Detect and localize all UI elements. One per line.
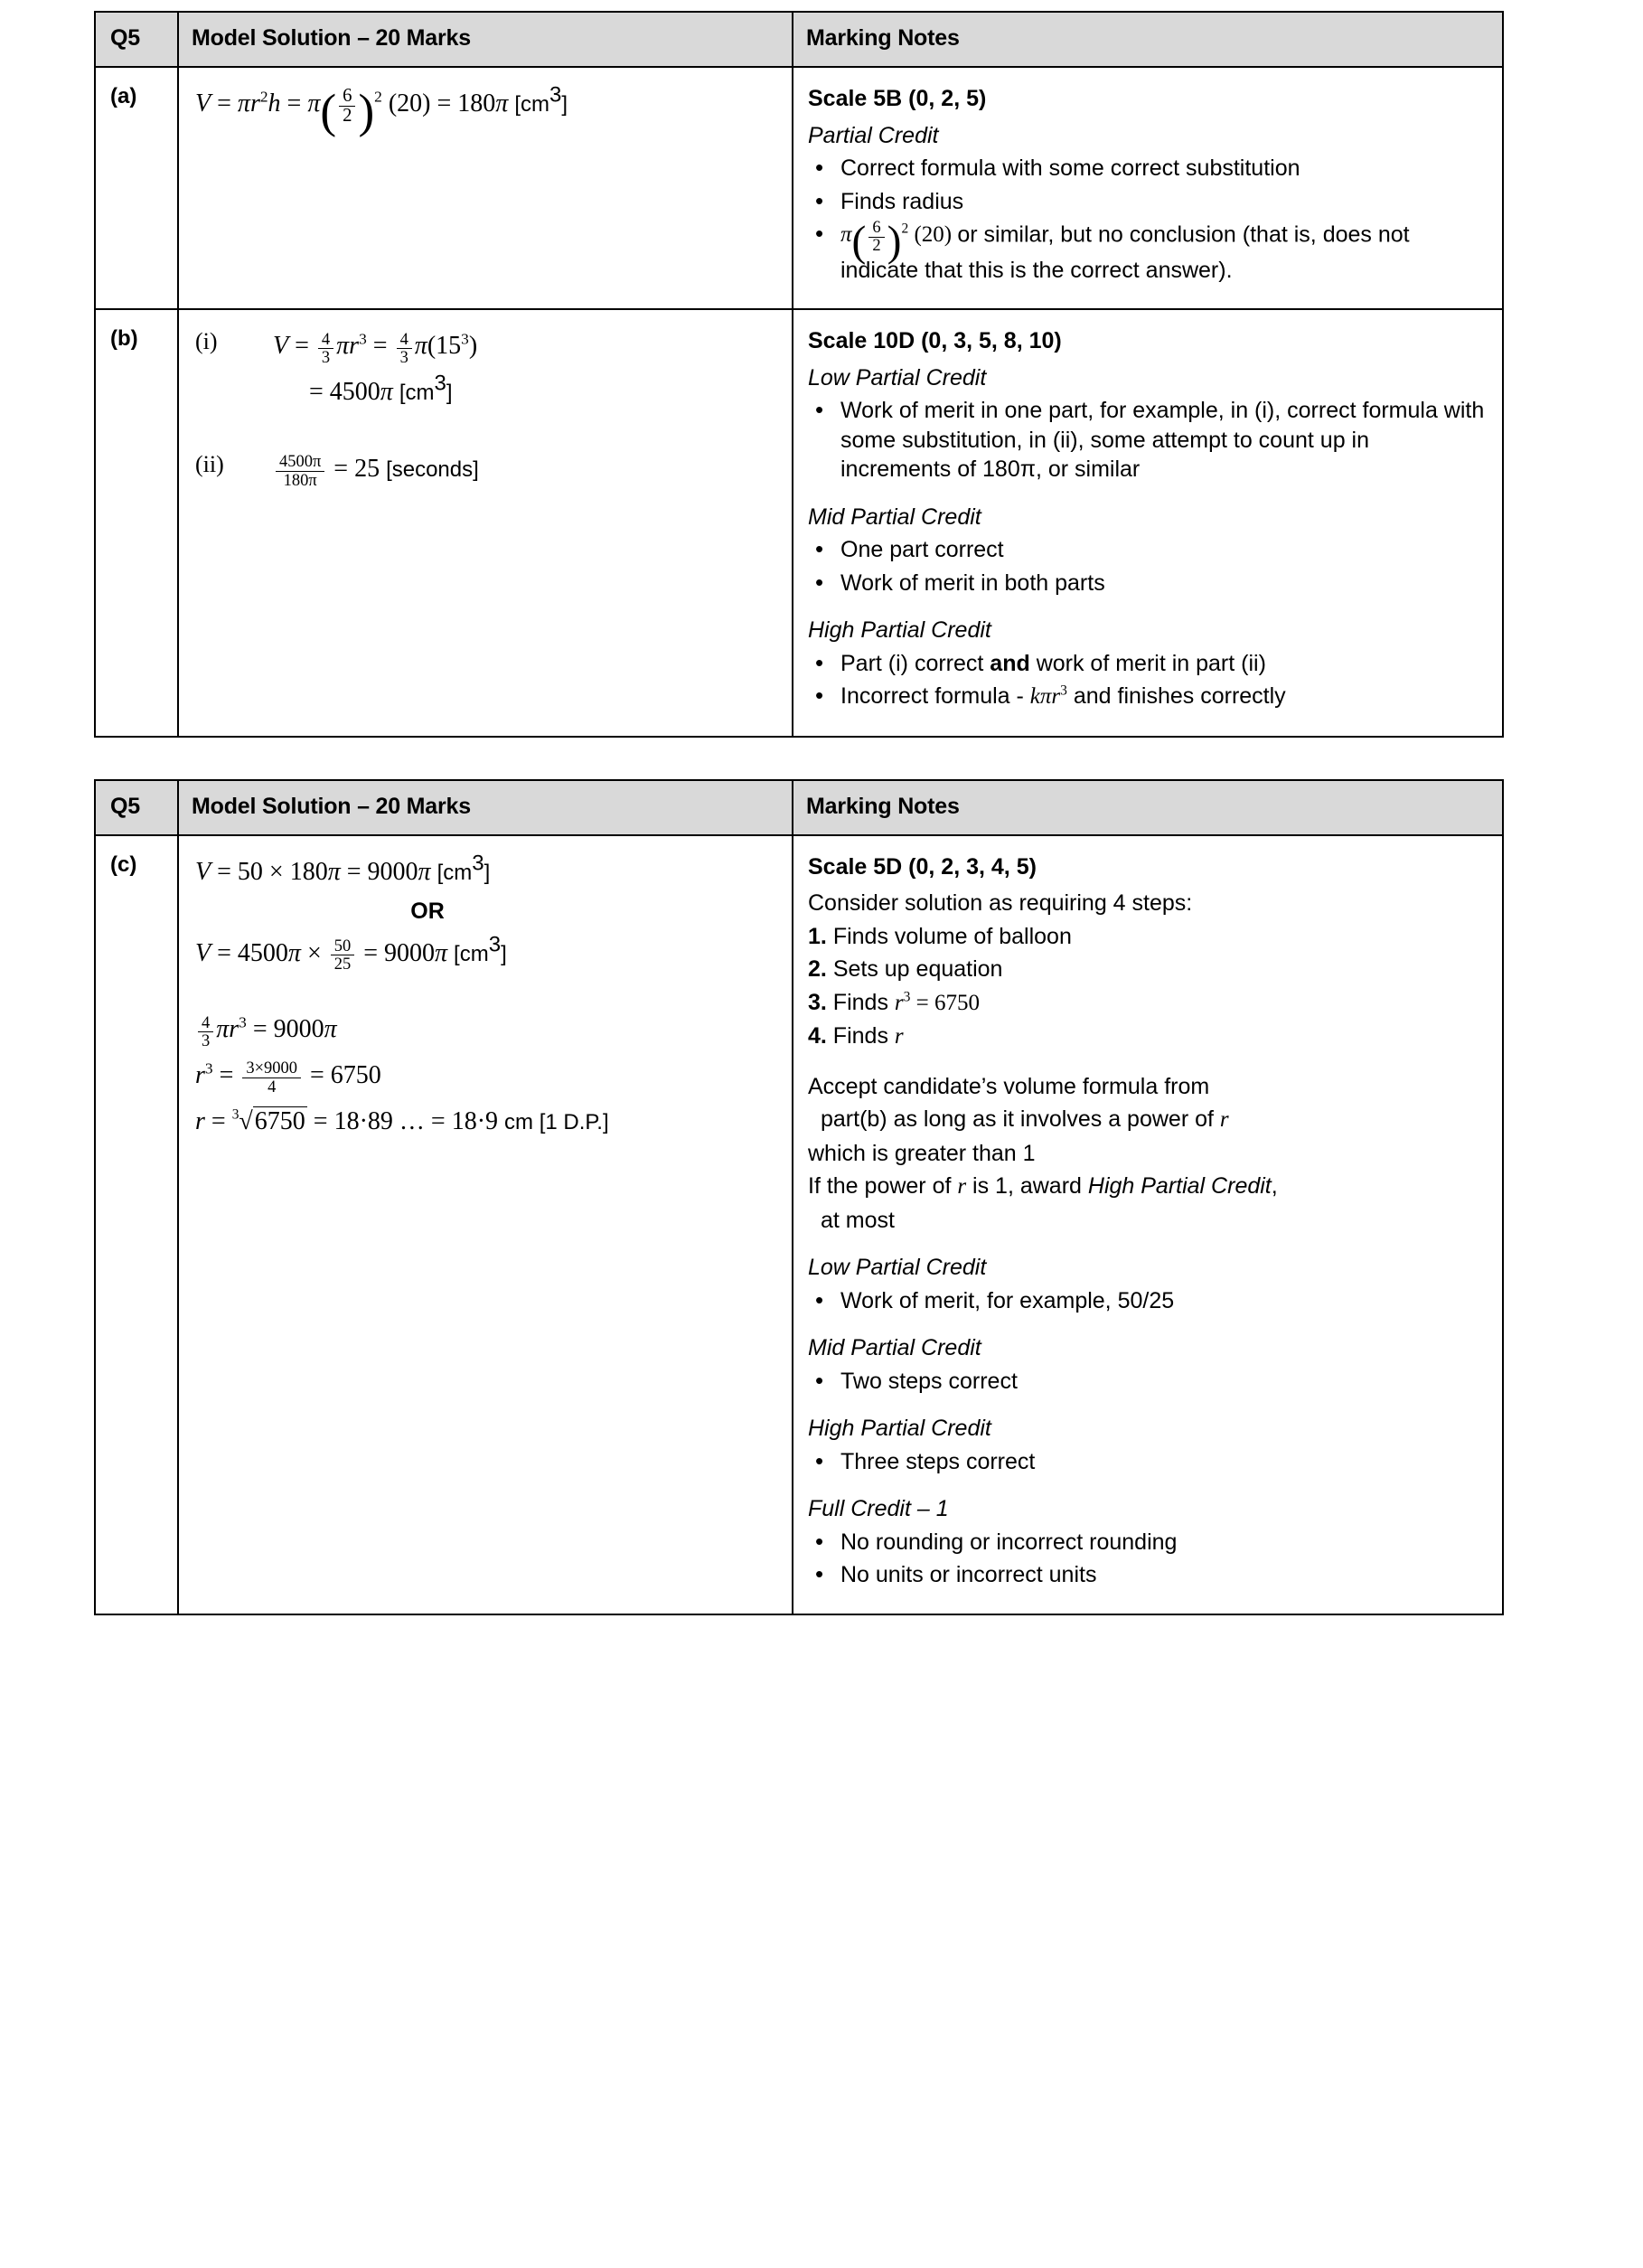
- sub-part-b-i: [195, 326, 777, 419]
- bullet-list-low-partial-c: [808, 1286, 1486, 1316]
- accept-line-1: Accept candidate’s volume formula from: [808, 1073, 1210, 1099]
- solution-cell-b: [178, 309, 793, 737]
- header-marking-notes: Marking Notes: [793, 780, 1503, 835]
- list-item-with-math: [808, 220, 1486, 285]
- solution-cell-c: [178, 835, 793, 1614]
- scale-title-a: Scale 5B (0, 2, 5): [808, 86, 987, 111]
- list-item: • Work of merit, for example, 50/25: [808, 1286, 1486, 1316]
- bullet-list-high-partial-b: [808, 649, 1486, 712]
- roman-label-ii: (ii): [195, 450, 224, 477]
- formula-c-line2: V = 4500π × $\frac{50}{25}$ = 9000π $[cm^3]$: [195, 932, 507, 974]
- credit-head-mid-partial: Mid Partial Credit: [808, 1335, 981, 1361]
- inline-formula-kpir3: kπr$^3$: [1029, 683, 1067, 710]
- marking-notes-cell-c: [793, 835, 1503, 1614]
- step-1: [808, 922, 1486, 952]
- inline-formula-pi-fraction: π( $\frac{6}{2}$ )$^2$ (20): [840, 218, 953, 266]
- header-model-solution: Model Solution – 20 Marks: [178, 12, 793, 67]
- part-label-a: (a): [95, 67, 178, 309]
- formula-c-line1: V = 50 × 180π = 9000π $[cm^3]$: [195, 851, 491, 886]
- spacer: [195, 419, 777, 449]
- inline-variable-r: r: [1219, 1107, 1229, 1133]
- credit-head-low-partial: Low Partial Credit: [808, 364, 987, 391]
- inline-variable-r: r: [894, 1024, 904, 1049]
- credit-head-mid-partial: Mid Partial Credit: [808, 503, 981, 530]
- list-item: • One part correct: [808, 535, 1486, 565]
- list-item: • Part (i) correct and work of merit in part (ii): [808, 649, 1486, 679]
- credit-head-high-partial: High Partial Credit: [808, 617, 991, 644]
- list-item: • No rounding or incorrect rounding: [808, 1528, 1486, 1557]
- step-number: 4.: [808, 1023, 827, 1049]
- table-row: [95, 309, 1503, 737]
- accept-line-3: which is greater than 1: [808, 1140, 1036, 1166]
- accept-line-2: part(b) as long as it involves a power of r: [821, 1106, 1229, 1133]
- step-4: 4. Finds r: [808, 1023, 904, 1049]
- list-item: • Work of merit in one part, for example, in (i), correct formula with some substitution, in (ii), some attempt to count up in increments of 180π, or similar: [808, 396, 1486, 485]
- sub-part-b-ii: [195, 449, 777, 495]
- marking-scheme-table-2: [94, 779, 1504, 1615]
- step-text: Finds volume of balloon: [832, 923, 1072, 949]
- formula-b-ii: $\frac{4500\pi}{180\pi}$ = 25 [seconds]: [273, 449, 479, 490]
- credit-head-partial: Partial Credit: [808, 122, 939, 148]
- formula-b-i-line2: = 4500π $[cm^3]$: [309, 371, 453, 407]
- formula-c-line5: r = $^3$√6750 = 18·89 … = 18·9 cm [1 D.P.]: [195, 1106, 609, 1136]
- list-item-text: or similar, but no conclusion (that is, does not indicate that this is the correct answer).: [840, 221, 1410, 283]
- header-question: Q5: [95, 780, 178, 835]
- table-row: [95, 835, 1503, 1614]
- step-number: 3.: [808, 989, 827, 1015]
- emphasis-high-partial-credit: High Partial Credit: [1087, 1173, 1272, 1200]
- scale-title-b: Scale 10D (0, 3, 5, 8, 10): [808, 328, 1062, 354]
- step-2: [808, 955, 1486, 984]
- list-item: • Three steps correct: [808, 1447, 1486, 1477]
- formula-c-line3: $\frac{4}{3}$ $\pi r^3 = 9000\pi$: [195, 1010, 777, 1050]
- list-item: • Finds radius: [808, 187, 1486, 217]
- list-item: • Correct formula with some correct substitution: [808, 154, 1486, 184]
- credit-head-full-credit: Full Credit – 1: [808, 1496, 949, 1522]
- inline-formula-r3: $r^3 = 6750$: [894, 989, 980, 1015]
- list-item: • Incorrect formula - kπr$^3$ and finishes correctly: [808, 682, 1486, 712]
- marking-scheme-table-1: [94, 11, 1504, 738]
- scale-title-c: Scale 5D (0, 2, 3, 4, 5): [808, 853, 1037, 880]
- step-3: 3. Finds $r^3 = 6750$: [808, 989, 980, 1015]
- part-label-c: (c): [95, 835, 178, 1614]
- spacer: [195, 979, 777, 1010]
- table-header-row: [95, 12, 1503, 67]
- list-item: • Work of merit in both parts: [808, 569, 1486, 598]
- step-number: 1.: [808, 923, 827, 949]
- solution-cell-a: [178, 67, 793, 309]
- accept-line-5: at most: [821, 1207, 895, 1233]
- list-item: • No units or incorrect units: [808, 1560, 1486, 1590]
- bullet-list-mid-partial-c: [808, 1367, 1486, 1397]
- header-question: Q5: [95, 12, 178, 67]
- bullet-list-mid-partial-b: [808, 535, 1486, 598]
- cube-root-symbol: $^3$√6750: [231, 1106, 305, 1136]
- step-number: 2.: [808, 956, 827, 983]
- header-marking-notes: Marking Notes: [793, 12, 1503, 67]
- header-model-solution: Model Solution – 20 Marks: [178, 780, 793, 835]
- bullet-list-low-partial-b: [808, 396, 1486, 485]
- consider-line: Consider solution as requiring 4 steps:: [808, 890, 1193, 917]
- credit-head-high-partial: High Partial Credit: [808, 1416, 991, 1442]
- marking-notes-cell-a: [793, 67, 1503, 309]
- step-text: Sets up equation: [832, 956, 1003, 983]
- formula-a-volume: $V = \pi r^2h = \pi$( $\frac{6}{2}$ )$^2$ (20) = 180π $[cm^3]$: [195, 82, 568, 138]
- inline-variable-r: r: [957, 1174, 967, 1200]
- marking-notes-cell-b: [793, 309, 1503, 737]
- bullet-list-high-partial-c: [808, 1447, 1486, 1477]
- accept-line-4: If the power of r is 1, award High Partial Credit,: [808, 1173, 1278, 1200]
- credit-head-low-partial: Low Partial Credit: [808, 1255, 987, 1281]
- part-label-b: (b): [95, 309, 178, 737]
- table-header-row: [95, 780, 1503, 835]
- emphasis-and: and: [990, 650, 1030, 676]
- formula-b-i-line1: V = $\frac{4}{3}$ $\pi r^3$ = $\frac{4}{3}$ $\pi(15^3)$: [273, 329, 478, 366]
- roman-label-i: (i): [195, 328, 218, 355]
- formula-c-line4: $r^3$ = $\frac{3\times 9000}{4}$ = 6750: [195, 1059, 381, 1096]
- table-row: [95, 67, 1503, 309]
- bullet-list-partial-a: [808, 154, 1486, 285]
- bullet-list-full-credit-c: [808, 1528, 1486, 1590]
- list-item: • Two steps correct: [808, 1367, 1486, 1397]
- formula-b-i-block: [273, 326, 477, 419]
- or-separator: OR: [410, 898, 445, 924]
